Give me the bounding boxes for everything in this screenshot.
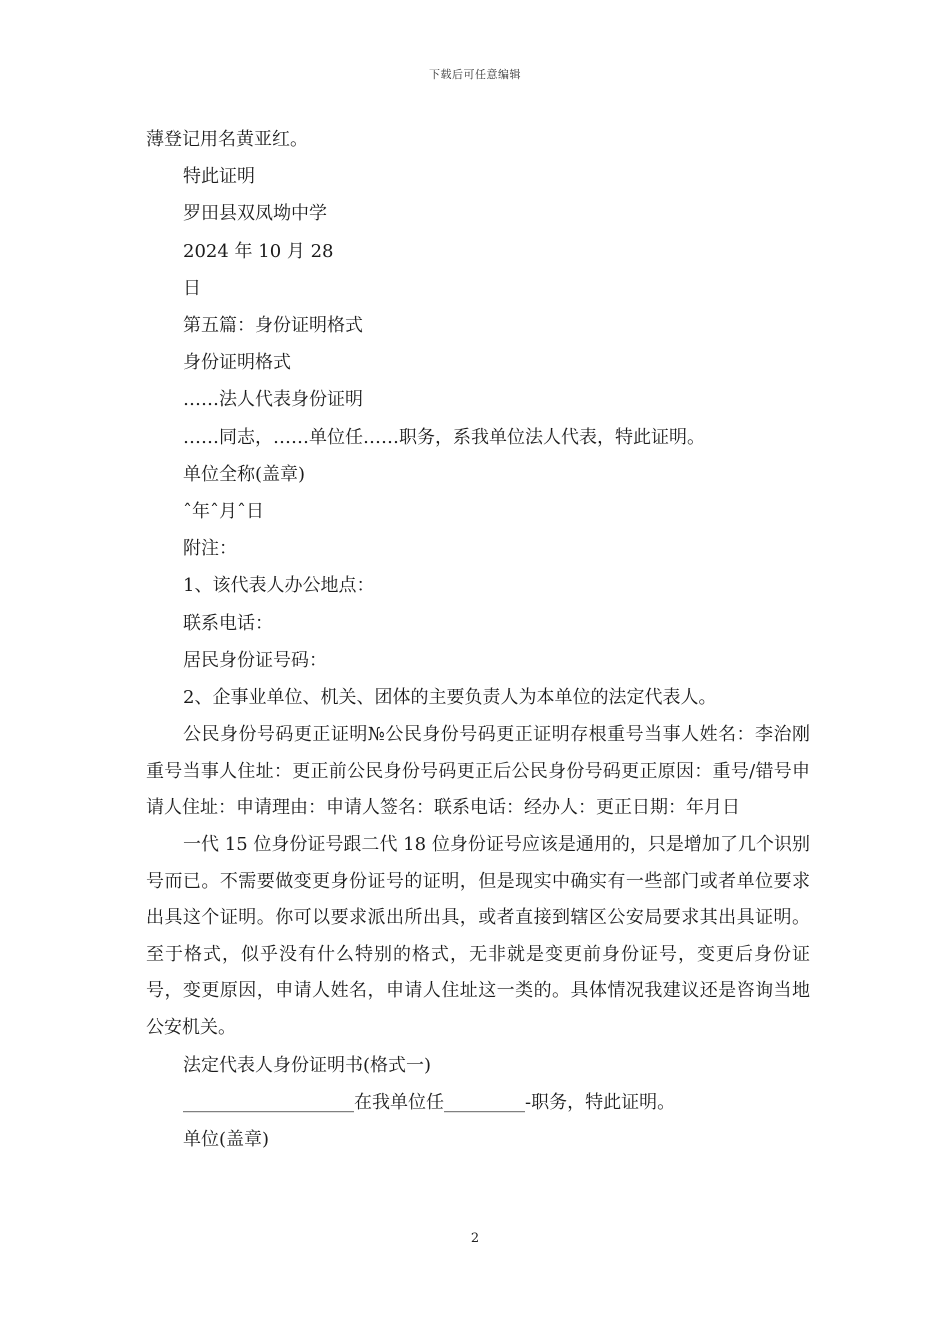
text-line: 特此证明: [183, 166, 255, 188]
text-line: 薄登记用名黄亚红。: [146, 129, 308, 150]
paragraph: 公民身份号码更正证明№公民身份号码更正证明存根重号当事人姓名：李治刚重号当事人住址：更正前公民身份号码更正后公民身份号码更正原因：重号/错号申请人住址：申请理由：申请人签名：联系电话：经办人：更正日期：年月日: [146, 724, 810, 819]
text-line: ……法人代表身份证明: [183, 389, 363, 411]
text-line: 1、该代表人办公地点：: [183, 575, 375, 597]
text-line: ___________________在我单位任_________-职务，特此证明。: [183, 1091, 676, 1113]
text-line: 附注：: [183, 538, 237, 560]
text-line: 联系电话：: [183, 612, 273, 634]
text-line: 2、企事业单位、机关、团体的主要负责人为本单位的法定代表人。: [183, 687, 717, 709]
text-line: 日: [183, 277, 201, 299]
text-line: 单位(盖章): [183, 1129, 270, 1150]
text-line: 居民身份证号码：: [183, 649, 327, 671]
text-line: 身份证明格式: [183, 352, 291, 374]
document-body: [146, 121, 810, 1158]
section-heading: 第五篇：身份证明格式: [183, 315, 363, 337]
text-line: 法定代表人身份证明书(格式一): [183, 1054, 432, 1076]
page-header-note: 下载后可任意编辑: [429, 68, 521, 81]
text-line: 2024 年 10 月 28: [183, 240, 334, 262]
text-line: ……同志，……单位任……职务，系我单位法人代表，特此证明。: [183, 426, 705, 448]
page-number: 2: [470, 1231, 480, 1246]
text-line: 罗田县双凤坳中学: [183, 203, 327, 225]
text-line: ˆ年ˆ月ˆ日: [183, 501, 264, 523]
paragraph: 一代 15 位身份证号跟二代 18 位身份证号应该是通用的，只是增加了几个识别号而已。不需要做变更身份证号的证明，但是现实中确实有一些部门或者单位要求出具这个证明。你可以要求派出所出具，或者直接到辖区公安局要求其出具证明。至于格式，似乎没有什么特别的格式，无非就是变更前身份证号，变更后身份证号，变更原因，申请人姓名，申请人住址这一类的。具体情况我建议还是咨询当地公安机关。: [146, 834, 810, 1038]
text-line: 单位全称(盖章): [183, 463, 306, 485]
